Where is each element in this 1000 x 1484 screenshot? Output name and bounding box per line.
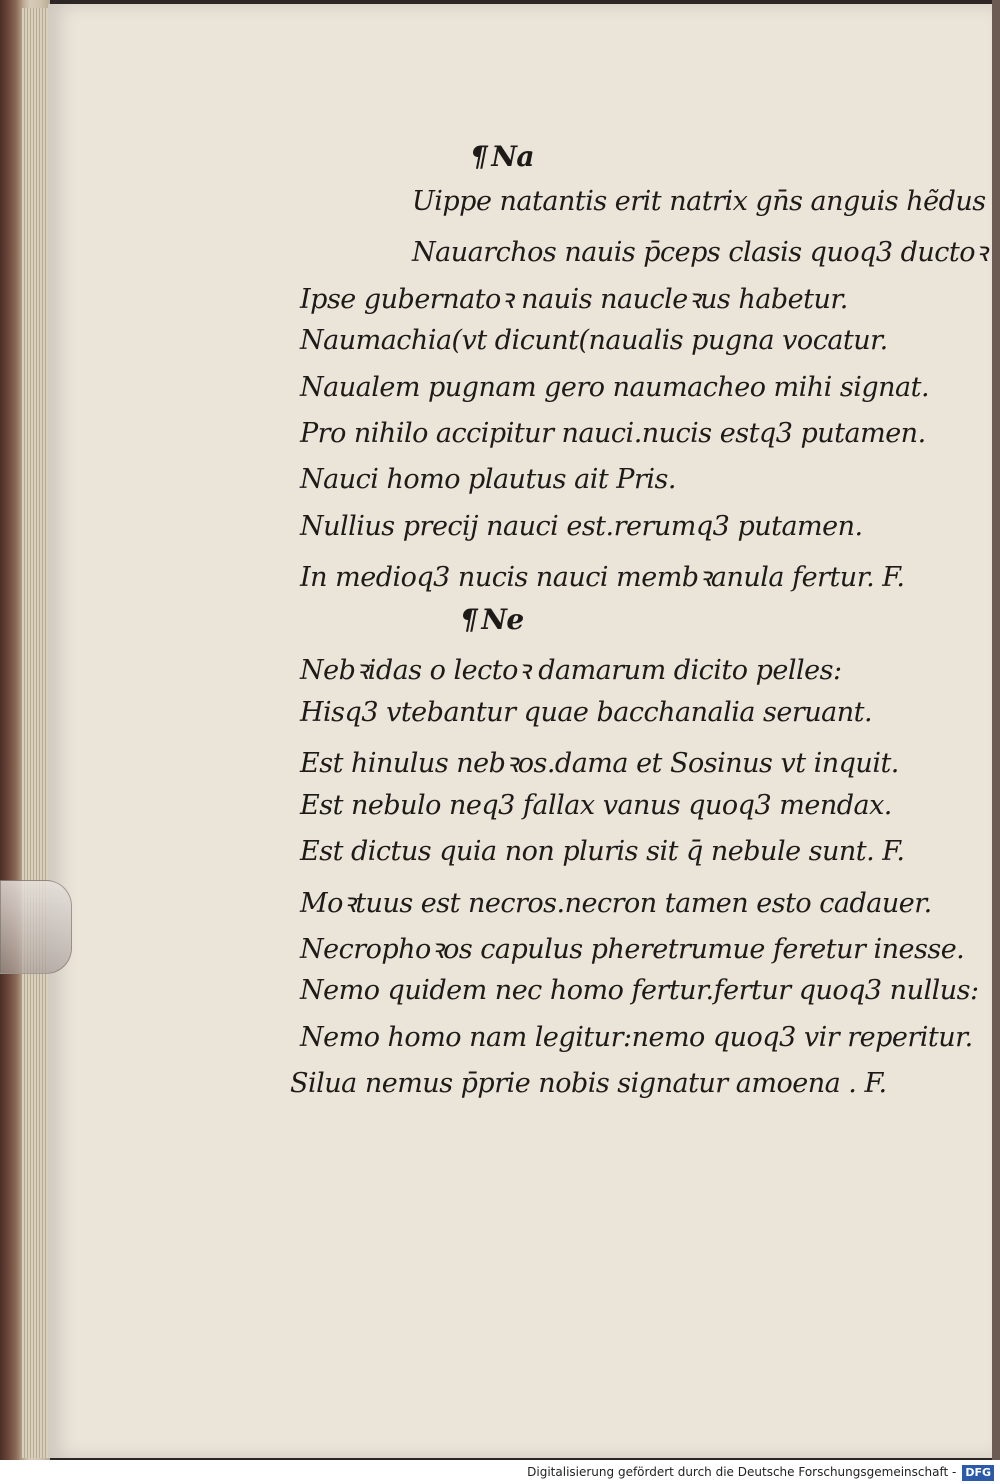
verse-line: Nauci homo plautus ait Pris. — [300, 464, 676, 495]
verse-line: Naualem pugnam gero naumacheo mihi signat. — [300, 372, 930, 403]
verse-line: Ipse gubernatoꝛ nauis naucleꝛus habetur. — [300, 284, 848, 315]
section-heading: ¶ Na — [470, 140, 535, 173]
verse-line: Moꝛtuus est necros.necron tamen esto cadauer. — [300, 888, 932, 919]
verse-line: Hisq3 vtebantur quae bacchanalia seruant. — [300, 697, 873, 728]
verse-line: Necrophoꝛos capulus pheretrumue feretur inesse. — [300, 934, 965, 965]
verse-line: Uippe natantis erit natrix gn̄s anguis hẽdus — [412, 186, 986, 217]
section-heading: ¶ Ne — [460, 603, 524, 636]
verse-line: Nullius precij nauci est.rerumq3 putamen. — [300, 511, 863, 542]
verse-line: Silua nemus p̄prie nobis signatur amoena . F. — [290, 1068, 887, 1099]
verse-line: In medioq3 nucis nauci membꝛanula fertur. F. — [300, 562, 905, 593]
pilcrow-icon: ¶ — [460, 603, 478, 636]
verse-line: Nauarchos nauis p̄ceps clasis quoq3 ductoꝛ — [412, 237, 988, 268]
digitization-credit-bar — [0, 1460, 1000, 1484]
credit-text: Digitalisierung gefördert durch die Deutsche Forschungsgemeinschaft - — [527, 1465, 957, 1479]
pilcrow-icon: ¶ — [470, 140, 488, 173]
dfg-logo: DFG — [962, 1465, 994, 1481]
verse-line: Est nebulo neq3 fallax vanus quoq3 mendax. — [300, 790, 892, 821]
verse-line: Nemo homo nam legitur:nemo quoq3 vir reperitur. — [300, 1022, 973, 1053]
verse-line: Nemo quidem nec homo fertur.fertur quoq3 nullus: — [300, 975, 979, 1006]
verse-line: Est hinulus nebꝛos.dama et Sosinus vt inquit. — [300, 748, 899, 779]
verse-line: Pro nihilo accipitur nauci.nucis estq3 putamen. — [300, 418, 926, 449]
verse-line: Est dictus quia non pluris sit q̄ nebule sunt. F. — [300, 836, 905, 867]
verse-line: Nebꝛidas o lectoꝛ damarum dicito pelles: — [300, 655, 842, 686]
verse-line: Naumachia(vt dicunt(naualis pugna vocatur. — [300, 325, 888, 356]
